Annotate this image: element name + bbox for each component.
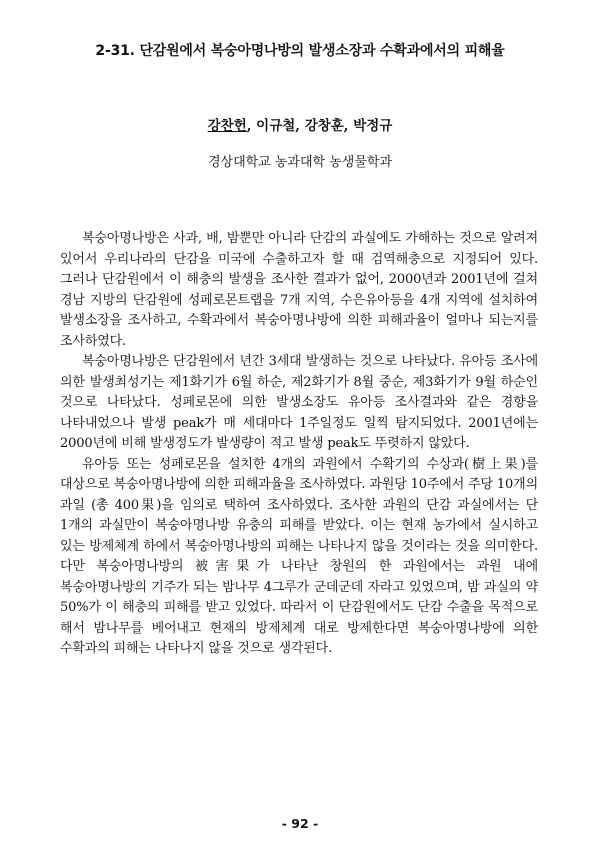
- page-number: - 92 -: [281, 816, 319, 831]
- affiliation: 경상대학교 농과대학 농생물학과: [207, 155, 393, 170]
- abstract-paragraph: 복숭아명나방은 사과, 배, 밤뿐만 아니라 단감의 과실에도 가해하는 것으로 알려져 있어서 우리나라의 단감을 미국에 수출하고자 할 때 검역해충으로 지정되어 있다. 그러나 단감원에서 이 해충의 발생을 조사한 결과가 없어, 2000년과 2001년에 걸쳐 경남 지방의 단감원에 성페로몬트랩을 7개 지역, 수은유아등을 4개 지역에 설치하여 발생소장을 조사하고, 수확과에서 복숭아명나방에 의한 피해과율이 얼마나 되는지를 조사하였다.: [60, 231, 538, 349]
- paper-title: 2-31. 단감원에서 복숭아명나방의 발생소장과 수확과에서의 피해율: [95, 43, 505, 59]
- co-authors: , 이규철, 강창훈, 박정규: [246, 118, 393, 134]
- abstract-paragraph: 복숭아명나방은 단감원에서 년간 3세대 발생하는 것으로 나타났다. 유아등 조사에 의한 발생최성기는 제1화기가 6월 하순, 제2화기가 8월 중순, 제3화기가 9월 하순인 것으로 나타났다. 성페로몬에 의한 발생소장도 유아등 조사결과와 같은 경향을 나타내었으나 발생 peak가 매 세대마다 1주일정도 일찍 탐지되었다. 2001년에는 2000년에 비해 발생정도가 발생량이 적고 발생 peak도 뚜렷하지 않았다.: [60, 354, 538, 451]
- abstract-paragraph: 유아등 또는 성페로몬을 설치한 4개의 과원에서 수확기의 수상과(樹上果)를 대상으로 복숭아명나방에 의한 피해과율을 조사하였다. 과원당 10주에서 주당 10개의 과일 (총 400果)을 임의로 택하여 조사하였다. 조사한 과원의 단감 과실에서는 단 1개의 과실만이 복숭아명나방 유충의 피해를 받았다. 이는 현재 농가에서 실시하고 있는 방제체계 하에서 복숭아명나방의 피해는 나타나지 않을 것이라는 것을 의미한다. 다만 복숭아명나방의 被害果가 나타난 창원의 한 과원에서는 과원 내에 복숭아명나방의 기주가 되는 밤나무 4그루가 군데군데 자라고 있었으며, 밤 과실의 약 50%가 이 해충의 피해를 받고 있었다. 따라서 이 단감원에서도 단감 수출을 목적으로 해서 밤나무를 베어내고 현재의 방제체계 대로 방제한다면 복숭아명나방에 의한 수확과의 피해는 나타나지 않을 것으로 생각된다.: [60, 456, 538, 656]
- abstract-body: [60, 229, 538, 660]
- presenting-author: 강찬헌: [207, 118, 247, 134]
- author-list: [0, 114, 600, 134]
